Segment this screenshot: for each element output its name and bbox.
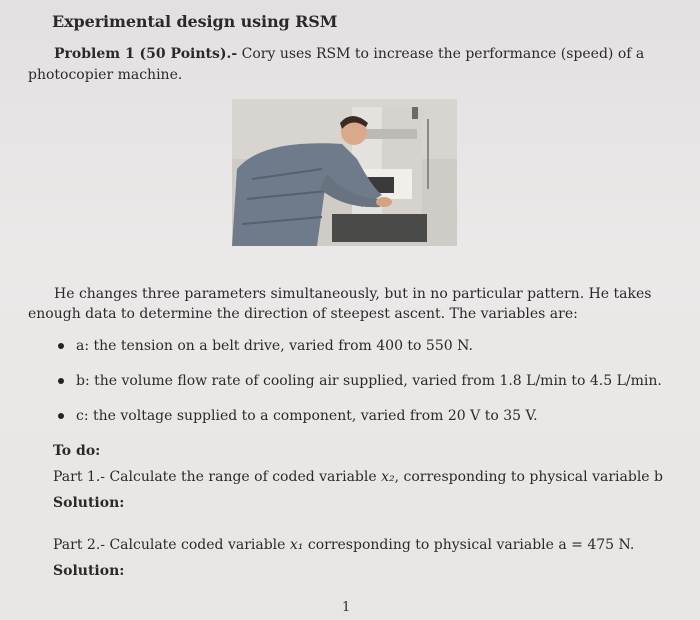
bullet-icon	[58, 378, 64, 384]
intro-line1: He changes three parameters simultaneously, but in no particular pattern. He takes	[54, 286, 652, 302]
solution1-label: Solution:	[53, 495, 125, 511]
part1-question: Part 1.- Calculate the range of coded variable x₂, corresponding to physical variable b	[53, 469, 663, 485]
coded-variable-x1: x₁	[289, 537, 304, 553]
photocopier-illustration	[232, 99, 457, 246]
intro-line2: enough data to determine the direction of steepest ascent. The variables are:	[28, 306, 578, 322]
variable-b: b: the volume flow rate of cooling air supplied, varied from 1.8 L/min to 4.5 L/min.	[76, 373, 662, 389]
solution2-label: Solution:	[53, 563, 125, 579]
variable-a: a: the tension on a belt drive, varied from 400 to 550 N.	[76, 338, 473, 354]
list-item	[58, 373, 678, 393]
intro-paragraph	[28, 284, 668, 324]
problem-text-line1: Cory uses RSM to increase the performance (speed) of a	[241, 46, 645, 62]
list-item	[58, 408, 678, 428]
bullet-icon	[58, 343, 64, 349]
page-heading: Experimental design using RSM	[52, 12, 338, 31]
problem-label: Problem 1 (50 Points).-	[54, 46, 238, 62]
variable-c: c: the voltage supplied to a component, varied from 20 V to 35 V.	[76, 408, 538, 424]
problem-text-line2: photocopier machine.	[28, 67, 183, 83]
part2-question: Part 2.- Calculate coded variable x₁ corresponding to physical variable a = 475 N.	[53, 537, 635, 553]
list-item	[58, 338, 678, 358]
photocopier-photo	[232, 99, 457, 246]
variable-list	[58, 338, 678, 443]
coded-variable-x2: x₂	[381, 469, 395, 485]
problem-statement	[28, 44, 668, 86]
page-number: 1	[342, 600, 351, 615]
todo-title: To do:	[53, 443, 101, 459]
bullet-icon	[58, 413, 64, 419]
todo-section	[53, 443, 673, 583]
